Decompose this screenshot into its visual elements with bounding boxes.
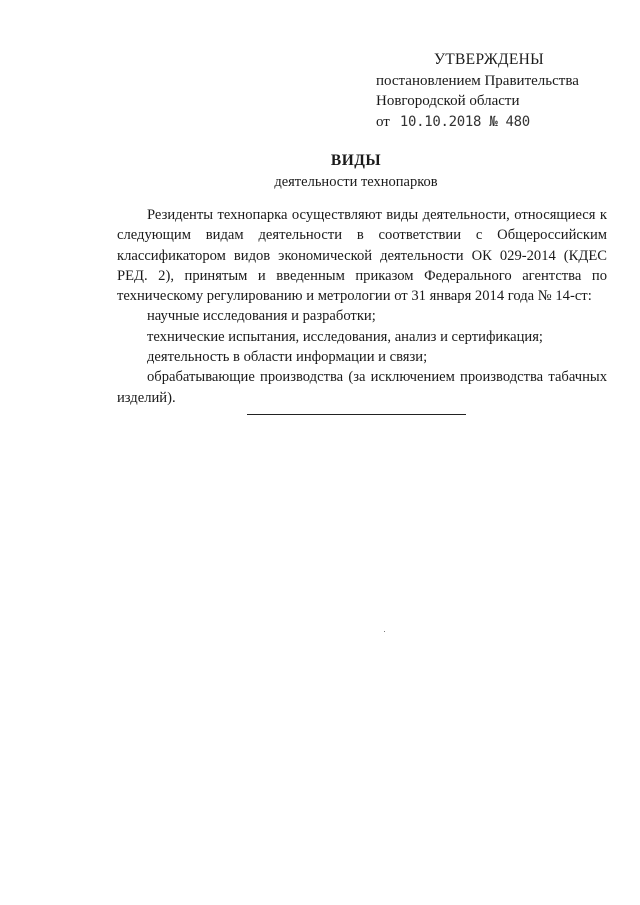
list-item: обрабатывающие производства (за исключением производства табачных изделий). [117,369,607,406]
approval-date-prefix: от [376,113,390,130]
intro-paragraph: Резиденты технопарка осуществляют виды деятельности, относящиеся к следующим видам деятельности в соответствии с Общероссийским классификатором видов экономической деятельности ОК 029-2014 (КДЕС РЕД. 2), принятым и введенным приказом Федерального агентства по техническому регулированию и метрологии от 31 января 2014 года № 14-ст: [117,207,607,305]
approval-date-stamp: 10.10.2018 № 480 [399,113,530,130]
document-subtitle: деятельности технопарков [274,174,438,190]
list-item: технические испытания, исследования, анализ и сертификация; [147,328,543,345]
list-item: деятельность в области информации и связи; [147,349,428,366]
approval-block [376,50,626,132]
document-body [117,205,607,408]
document-title: ВИДЫ [330,152,382,169]
approval-title: УТВЕРЖДЕНЫ [434,51,544,68]
scan-speck [384,631,385,632]
list-item: научные исследования и разработки; [147,308,376,325]
approval-line-region: Новгородской области [376,93,520,109]
approval-line-resolution: постановлением Правительства [376,72,579,89]
closing-separator-line [247,414,466,415]
approval-date-row [376,112,626,133]
